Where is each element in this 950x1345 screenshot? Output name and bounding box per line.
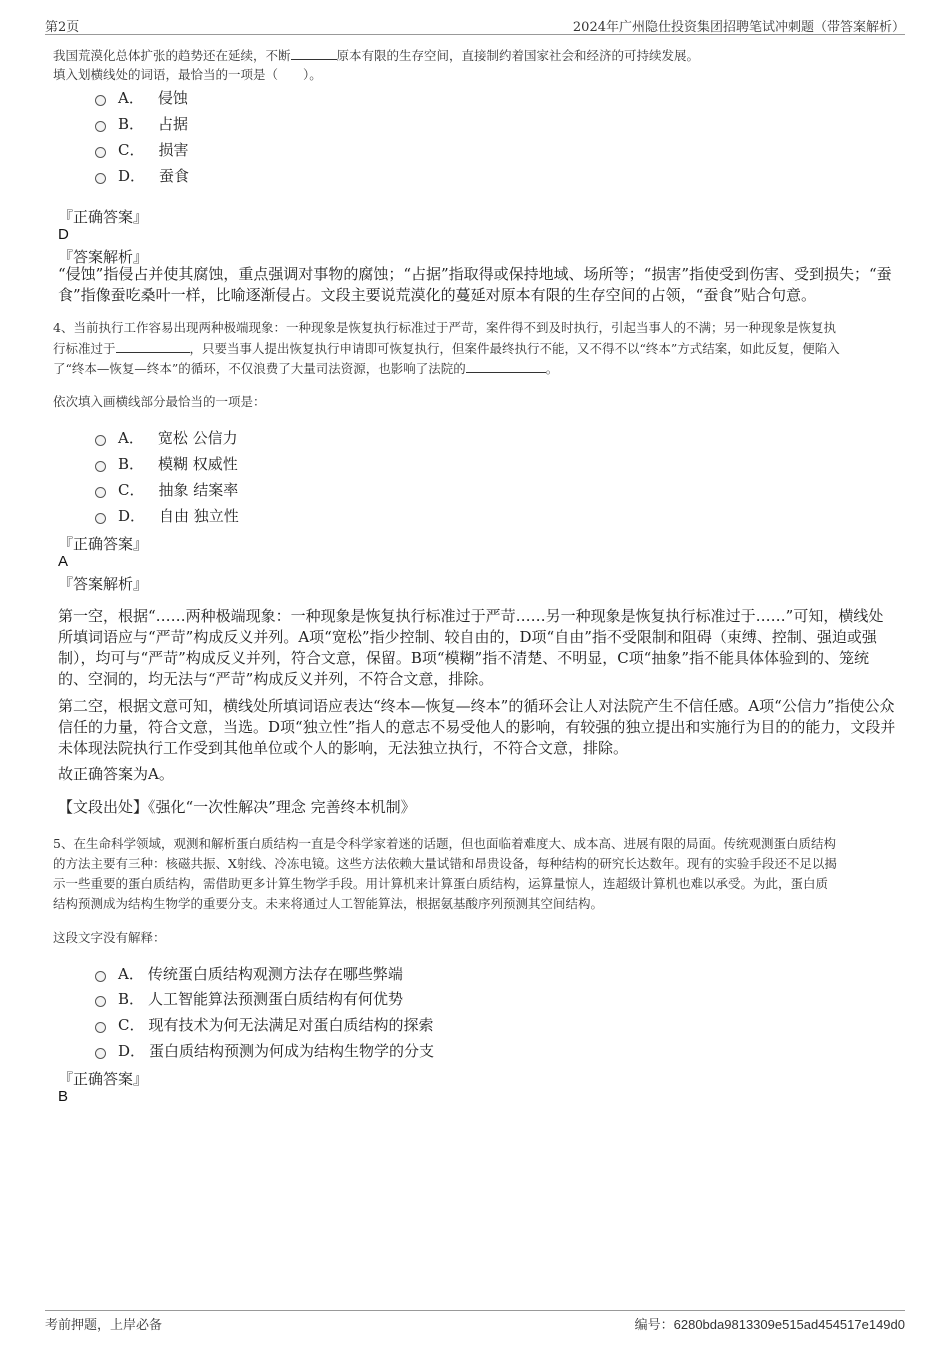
q3-stem-line1: 我国荒漠化总体扩张的趋势还在延续，不断 原本有限的生存空间，直接制约着国家社会和经济的可持续发展。	[53, 45, 898, 66]
radio-button[interactable]	[95, 513, 106, 524]
q4-analysis-paragraph-2: 第二空，根据文意可知，横线处所填词语应表达“终本—恢复—终本”的循环会让人对法院产生不信任感。A项“公信力”指使公众信任的力量，符合文意，当选。D项“独立性”指人的意志不易受他人的影响，有较强的独立提出和实施行为目的的能力，文段并未体现法院执行工作受到其他单位或个人的影响，无法独立执行，不符合文意，排除。	[58, 697, 896, 757]
q4-analysis-label: 『答案解析』	[58, 575, 149, 593]
page-header	[45, 14, 905, 35]
radio-button[interactable]	[95, 487, 106, 498]
q5-prompt: 这段文字没有解释：	[53, 930, 166, 945]
q5-answer: B	[58, 1088, 69, 1105]
q5-stem-line4: 结构预测成为结构生物学的重要分支。未来将通过人工智能算法，根据氨基酸序列预测其空间结构。	[53, 896, 604, 911]
blank	[291, 45, 337, 60]
q4-source: 【文段出处】《强化“一次性解决”理念 完善终本机制》	[58, 798, 416, 816]
q4-option-d[interactable]: D． 自由 独立性	[95, 504, 239, 526]
q3-stem-line2: 填入划横线处的词语，最恰当的一项是（ ）。	[53, 67, 322, 82]
radio-button[interactable]	[95, 996, 106, 1007]
q3-answer: D	[58, 226, 69, 243]
radio-button[interactable]	[95, 461, 106, 472]
q4-conclusion: 故正确答案为A。	[58, 765, 174, 783]
q3-answer-label: 『正确答案』	[58, 208, 149, 226]
q5-option-c[interactable]: C． 现有技术为何无法满足对蛋白质结构的探索	[95, 1013, 434, 1035]
radio-button[interactable]	[95, 435, 106, 446]
radio-button[interactable]	[95, 147, 106, 158]
q3-option-b[interactable]: B． 占据	[95, 112, 188, 134]
q3-analysis: “侵蚀”指侵占并使其腐蚀，重点强调对事物的腐蚀；“占据”指取得或保持地域、场所等；“损害”指使受到伤害、受到损失；“蚕食”指像蚕吃桑叶一样，比喻逐渐侵占。文段主要说荒漠化的蔓延对原本有限的生存空间的占领，“蚕食”贴合句意。	[58, 265, 892, 304]
q4-stem-line3: 了“终本—恢复—终本”的循环，不仅浪费了大量司法资源，也影响了法院的 。	[53, 358, 898, 379]
q5-stem-line1: 5、在生命科学领域，观测和解析蛋白质结构一直是令科学家着迷的话题，但也面临着难度大、成本高、进展有限的局面。传统观测蛋白质结构	[53, 836, 836, 851]
blank	[116, 338, 190, 353]
footer-slogan: 考前押题，上岸必备	[45, 1318, 163, 1333]
radio-button[interactable]	[95, 121, 106, 132]
q4-option-a[interactable]: A． 宽松 公信力	[95, 426, 238, 448]
radio-button[interactable]	[95, 1048, 106, 1059]
q5-option-d[interactable]: D． 蛋白质结构预测为何成为结构生物学的分支	[95, 1039, 434, 1061]
radio-button[interactable]	[95, 1022, 106, 1033]
document-code: 编号：6280bda9813309e515ad454517e149d0	[634, 1317, 905, 1333]
q3-option-a[interactable]: A． 侵蚀	[95, 86, 188, 108]
q4-stem-line1: 4、当前执行工作容易出现两种极端现象：一种现象是恢复执行标准过于严苛，案件得不到及时执行，引起当事人的不满；另一种现象是恢复执	[53, 320, 836, 335]
page-number: 第2页	[45, 20, 80, 35]
q4-answer: A	[58, 553, 69, 570]
q3-option-d[interactable]: D． 蚕食	[95, 164, 189, 186]
page-footer	[45, 1310, 905, 1335]
q5-stem-line3: 示一些重要的蛋白质结构，需借助更多计算生物学手段。用计算机来计算蛋白质结构，运算量惊人，连超级计算机也难以承受。为此，蛋白质	[53, 876, 829, 891]
q3-option-c[interactable]: C． 损害	[95, 138, 189, 160]
radio-button[interactable]	[95, 95, 106, 106]
q4-prompt: 依次填入画横线部分最恰当的一项是：	[53, 394, 266, 409]
document-title: 2024年广州隐仕投资集团招聘笔试冲刺题（带答案解析）	[572, 20, 905, 35]
q4-stem-line2: 行标准过于 ，只要当事人提出恢复执行申请即可恢复执行，但案件最终执行不能，又不得不以“终本”方式结案，如此反复，便陷入	[53, 338, 898, 359]
q4-option-b[interactable]: B． 模糊 权威性	[95, 452, 238, 474]
q5-stem-line2: 的方法主要有三种：核磁共振、X射线、冷冻电镜。这些方法依赖大量试错和昂贵设备，每种结构的研究长达数年。现有的实验手段还不足以揭	[53, 856, 837, 871]
radio-button[interactable]	[95, 173, 106, 184]
q4-answer-label: 『正确答案』	[58, 535, 149, 553]
q5-option-b[interactable]: B． 人工智能算法预测蛋白质结构有何优势	[95, 987, 403, 1009]
blank	[466, 358, 546, 373]
q5-answer-label: 『正确答案』	[58, 1070, 149, 1088]
radio-button[interactable]	[95, 971, 106, 982]
q3-analysis-label: 『答案解析』	[58, 248, 149, 266]
q5-option-a[interactable]: A． 传统蛋白质结构观测方法存在哪些弊端	[95, 962, 403, 984]
q4-analysis-paragraph-1: 第一空，根据“……两种极端现象：一种现象是恢复执行标准过于严苛……另一种现象是恢复执行标准过于……”可知，横线处所填词语应与“严苛”构成反义并列。A项“宽松”指少控制、较自由的，D项“自由”指不受限制和阻碍（束缚、控制、强迫或强制），均可与“严苛”构成反义并列，符合文意，保留。B项“模糊”指不清楚、不明显，C项“抽象”指不能具体体验到的、笼统的、空洞的，均无法与“严苛”构成反义并列，不符合文意，排除。	[58, 607, 884, 688]
q4-option-c[interactable]: C． 抽象 结案率	[95, 478, 238, 500]
